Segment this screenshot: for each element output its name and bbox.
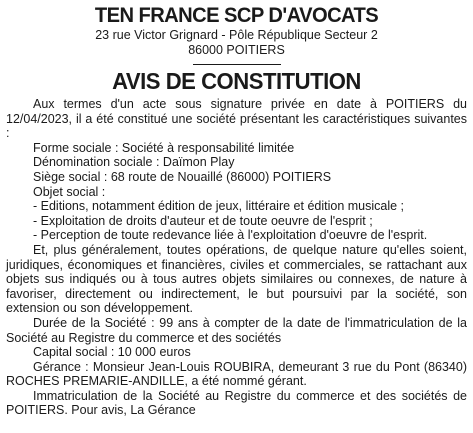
notice-body bbox=[6, 97, 467, 418]
duree-paragraph: Durée de la Société : 99 ans à compter de la date de l'immatriculation de la Société au Registre du commerce et des sociétés bbox=[6, 315, 467, 345]
objet-item: - Exploitation de droits d'auteur et de toute oeuvre de l'esprit ; bbox=[33, 213, 373, 228]
notice-title: AVIS DE CONSTITUTION bbox=[112, 68, 361, 94]
objet-general-paragraph: Et, plus généralement, toutes opérations, de quelque nature qu'elles soient, juridiques, économiques et financières, civiles et commerciales, se rattachant aux objets sus indiqués ou à tous autres objets similaires ou connexes, de nature à favoriser, directement ou indirectement, le but poursuivi par la société, son extension ou son développement. bbox=[6, 242, 467, 316]
firm-address-line2: 86000 POITIERS bbox=[188, 43, 285, 57]
objet-label: Objet social : bbox=[33, 184, 106, 199]
firm-name: TEN FRANCE SCP D'AVOCATS bbox=[94, 4, 379, 27]
firm-address-line1: 23 rue Victor Grignard - Pôle République Secteur 2 bbox=[95, 28, 378, 42]
siege-social: Siège social : 68 route de Nouaillé (86000) POITIERS bbox=[33, 169, 332, 184]
legal-notice bbox=[0, 4, 473, 433]
divider bbox=[193, 64, 281, 65]
denomination: Dénomination sociale : Daïmon Play bbox=[33, 155, 235, 170]
objet-item: - Perception de toute redevance liée à l'exploitation d'oeuvre de l'esprit. bbox=[33, 228, 428, 243]
capital-social: Capital social : 10 000 euros bbox=[33, 345, 191, 360]
objet-item: - Editions, notamment édition de jeux, littéraire et édition musicale ; bbox=[33, 199, 405, 214]
gerance-paragraph: Gérance : Monsieur Jean-Louis ROUBIRA, demeurant 3 rue du Pont (86340) ROCHES PREMARIE-ANDILLE, a été nommé gérant. bbox=[6, 359, 467, 389]
immatriculation-paragraph: Immatriculation de la Société au Registre du commerce et des sociétés de POITIERS. Pour avis, La Gérance bbox=[6, 388, 467, 418]
forme-sociale: Forme sociale : Société à responsabilité limitée bbox=[33, 140, 295, 155]
intro-paragraph: Aux termes d'un acte sous signature privée en date à POITIERS du 12/04/2023, il a été constitué une société présentant les caractéristiques suivantes : bbox=[6, 97, 467, 141]
